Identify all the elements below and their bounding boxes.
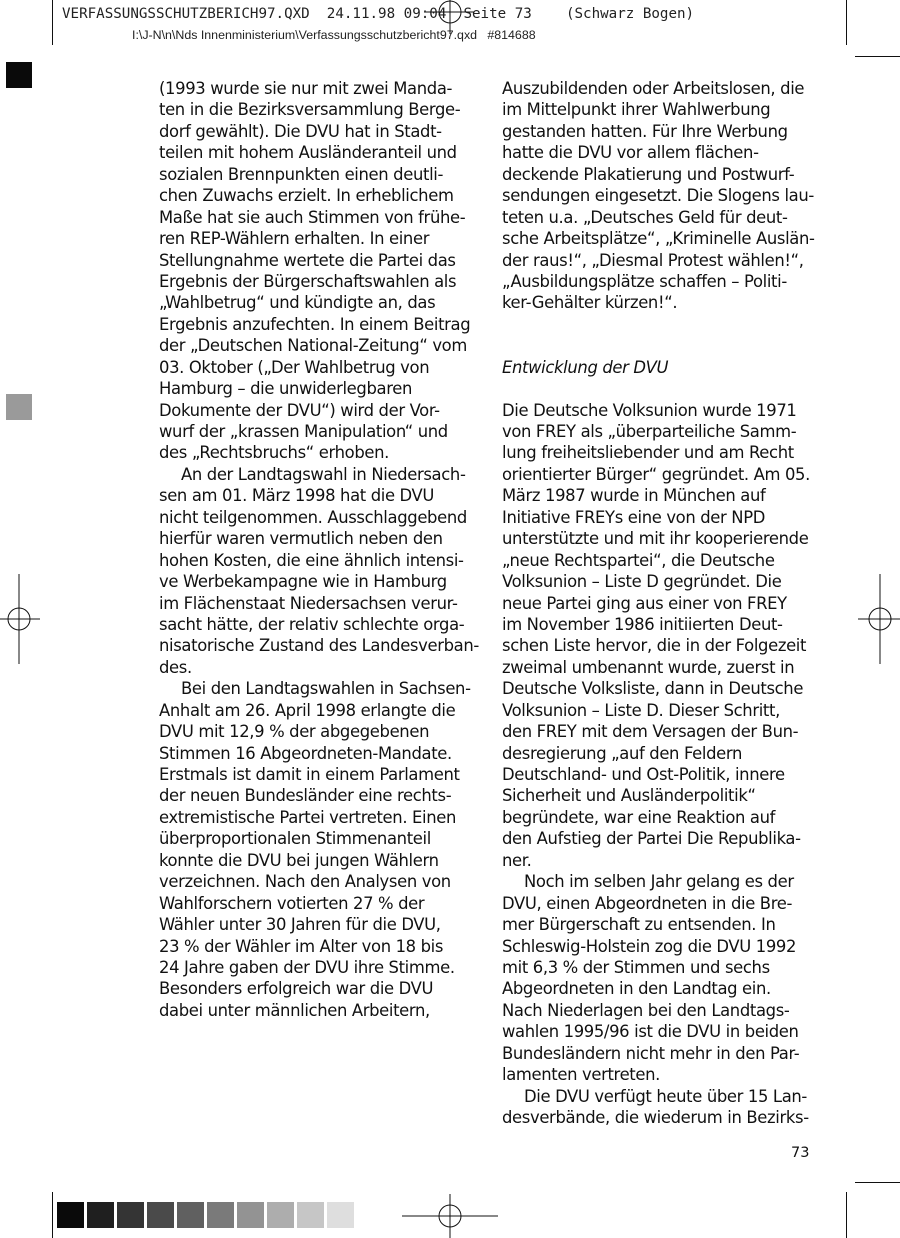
text-line: ker-Gehälter kürzen!“. — [502, 293, 678, 313]
color-bar-swatch — [87, 1202, 114, 1228]
text-line: Hamburg – die unwiderlegbaren — [159, 379, 413, 399]
page-number: 73 — [791, 1145, 810, 1161]
text-line: der neuen Bundesländer eine rechts- — [159, 786, 452, 806]
text-line: DVU mit 12,9 % der abgegebenen — [159, 722, 430, 742]
text-line: den FREY mit dem Versagen der Bun- — [502, 722, 799, 742]
text-line: dabei unter männlichen Arbeitern, — [159, 1000, 430, 1020]
text-line: Wähler unter 30 Jahren für die DVU, — [159, 915, 441, 935]
text-line: orientierter Bürger“ gegründet. Am 05. — [502, 464, 810, 484]
text-line: schen Liste hervor, die in der Folgezeit — [502, 636, 807, 656]
print-slug: VERFASSUNGSSCHUTZBERICH97.QXD 24.11.98 09:04 Seite 73 (Schwarz Bogen) — [62, 6, 695, 22]
color-bar-swatch — [327, 1202, 354, 1228]
registration-mark-right-icon — [858, 574, 900, 664]
text-line: Nach Niederlagen bei den Landtags- — [502, 1000, 790, 1020]
color-bar-swatch — [237, 1202, 264, 1228]
text-line: (1993 wurde sie nur mit zwei Manda- — [159, 79, 453, 98]
text-line: Erstmals ist damit in einem Parlament — [159, 765, 460, 784]
color-calibration-bar — [57, 1202, 357, 1228]
crop-mark-top-right-vertical — [846, 0, 847, 45]
text-line: Stellungnahme wertete die Partei das — [159, 250, 456, 270]
text-line: ren REP-Wählern erhalten. In einer — [159, 229, 430, 249]
crop-mark-bottom-right-vertical — [846, 1192, 847, 1238]
text-line: teten u.a. „Deutsches Geld für deut- — [502, 207, 788, 227]
color-bar-swatch — [57, 1202, 84, 1228]
text-line: ten in die Bezirksversammlung Berge- — [159, 100, 461, 120]
text-line: lung freiheitsliebender und am Recht — [502, 443, 794, 463]
text-line: mer Bürgerschaft zu entsenden. In — [502, 915, 776, 935]
text-line: gestanden hatten. Für Ihre Werbung — [502, 121, 788, 141]
text-line: verzeichnen. Nach den Analysen von — [159, 872, 451, 892]
text-line: Ergebnis anzufechten. In einem Beitrag — [159, 314, 471, 334]
text-line: Noch im selben Jahr gelang es der — [524, 872, 794, 892]
registration-mark-left-icon — [0, 574, 40, 664]
text-line: desverbände, die wiederum in Bezirks- — [502, 1108, 809, 1127]
text-line: desregierung „auf den Feldern — [502, 743, 742, 763]
text-line: Bundesländern nicht mehr in den Par- — [502, 1043, 800, 1063]
text-line: sche Arbeitsplätze“, „Kriminelle Auslän- — [502, 229, 815, 249]
text-line: wurf der „krassen Manipulation“ und — [159, 422, 448, 441]
blank-line — [502, 335, 820, 356]
text-line: lamenten vertreten. — [502, 1065, 661, 1085]
text-line: „Ausbildungsplätze schaffen – Politi- — [502, 271, 787, 291]
registration-mark-bottom-icon — [402, 1194, 498, 1238]
text-line: Auszubildenden oder Arbeitslosen, die — [502, 79, 805, 98]
text-line: ve Werbekampagne wie in Hamburg — [159, 572, 447, 592]
text-line: Volksunion – Liste D. Dieser Schritt, — [502, 700, 780, 720]
file-path: I:\J-N\n\Nds Innenministerium\Verfassungsschutzbericht97.qxd #814688 — [132, 28, 536, 42]
text-line: Die Deutsche Volksunion wurde 1971 — [502, 400, 797, 420]
text-line: Dokumente der DVU“) wird der Vor- — [159, 400, 440, 420]
text-line: neue Partei ging aus einer von FREY — [502, 593, 787, 613]
text-line: teilen mit hohem Ausländeranteil und — [159, 143, 457, 163]
text-line: im Mittelpunkt ihrer Wahlwerbung — [502, 100, 771, 120]
text-line: Abgeordneten in den Landtag ein. — [502, 979, 771, 999]
text-line: chen Zuwachs erzielt. In erheblichem — [159, 186, 454, 206]
section-heading: Entwicklung der DVU — [502, 357, 669, 377]
text-line: 24 Jahre gaben der DVU ihre Stimme. — [159, 957, 455, 977]
text-line: von FREY als „überparteiliche Samm- — [502, 422, 797, 441]
left-text-column — [159, 78, 477, 1021]
text-line: zweimal umbenannt wurde, zuerst in — [502, 657, 795, 677]
text-line: sozialen Brennpunkten einen deutli- — [159, 164, 444, 184]
text-line: hierfür waren vermutlich neben den — [159, 529, 443, 549]
text-line: sacht hätte, der relativ schlechte orga- — [159, 614, 465, 634]
text-line: wahlen 1995/96 ist die DVU in beiden — [502, 1022, 799, 1042]
blank-line — [502, 378, 820, 399]
text-line: des. — [159, 657, 192, 677]
text-line: An der Landtagswahl in Niedersach- — [181, 464, 466, 484]
text-line: Deutschland- und Ost-Politik, innere — [502, 765, 785, 784]
text-line: nicht teilgenommen. Ausschlaggebend — [159, 507, 467, 527]
text-line: im November 1986 initiierten Deut- — [502, 614, 783, 634]
text-line: Anhalt am 26. April 1998 erlangte die — [159, 700, 456, 720]
text-line: Wahlforschern votierten 27 % der — [159, 893, 425, 913]
text-line: deckende Plakatierung und Postwurf- — [502, 164, 795, 184]
text-line: sendungen eingesetzt. Die Slogens lau- — [502, 186, 814, 206]
text-line: 23 % der Wähler im Alter von 18 bis — [159, 936, 444, 956]
gray-square-marker — [6, 394, 32, 420]
text-line: unterstützte und mit ihr kooperierende — [502, 529, 809, 549]
text-line: konnte die DVU bei jungen Wählern — [159, 850, 439, 870]
text-line: DVU, einen Abgeordneten in die Bre- — [502, 893, 793, 913]
color-bar-swatch — [207, 1202, 234, 1228]
color-bar-swatch — [267, 1202, 294, 1228]
text-line: 03. Oktober („Der Wahlbetrug von — [159, 357, 430, 377]
crop-mark-top-right-horizontal — [855, 56, 900, 57]
text-line: hohen Kosten, die eine ähnlich intensi- — [159, 550, 464, 570]
text-line: begründete, war eine Reaktion auf — [502, 807, 776, 827]
text-line: hatte die DVU vor allem flächen- — [502, 143, 759, 163]
right-text-column — [502, 78, 820, 1128]
text-line: März 1987 wurde in München auf — [502, 486, 766, 506]
text-line: Deutsche Volksliste, dann in Deutsche — [502, 679, 804, 699]
text-line: Ergebnis der Bürgerschaftswahlen als — [159, 271, 457, 291]
text-line: Sicherheit und Ausländerpolitik“ — [502, 786, 756, 806]
blank-line — [502, 314, 820, 335]
text-line: „Wahlbetrug“ und kündigte an, das — [159, 293, 436, 313]
text-line: sen am 01. März 1998 hat die DVU — [159, 486, 435, 506]
crop-mark-top-left-vertical — [52, 0, 53, 45]
text-line: überproportionalen Stimmenanteil — [159, 829, 431, 849]
color-bar-swatch — [177, 1202, 204, 1228]
text-line: im Flächenstaat Niedersachsen verur- — [159, 593, 458, 613]
text-line: der raus!“, „Diesmal Protest wählen!“, — [502, 250, 804, 270]
text-line: dorf gewählt). Die DVU hat in Stadt- — [159, 121, 442, 141]
text-line: Volksunion – Liste D gegründet. Die — [502, 572, 782, 592]
color-bar-swatch — [297, 1202, 324, 1228]
text-line: „neue Rechtspartei“, die Deutsche — [502, 550, 775, 570]
text-line: Maße hat sie auch Stimmen von frühe- — [159, 207, 466, 227]
text-line: Stimmen 16 Abgeordneten-Mandate. — [159, 743, 452, 763]
crop-mark-bottom-left-vertical — [52, 1192, 53, 1238]
text-line: der „Deutschen National-Zeitung“ vom — [159, 336, 467, 356]
color-bar-swatch — [117, 1202, 144, 1228]
black-square-marker — [6, 62, 32, 88]
text-line: Die DVU verfügt heute über 15 Lan- — [524, 1086, 807, 1106]
registration-mark-top-icon — [426, 0, 474, 36]
text-line: Initiative FREYs eine von der NPD — [502, 507, 766, 527]
text-line: mit 6,3 % der Stimmen und sechs — [502, 957, 770, 977]
text-line: Besonders erfolgreich war die DVU — [159, 979, 434, 999]
text-line: nisatorische Zustand des Landesverban- — [159, 636, 479, 656]
text-line: des „Rechtsbruchs“ erhoben. — [159, 443, 390, 463]
text-line: den Aufstieg der Partei Die Republika- — [502, 829, 801, 849]
crop-mark-bottom-right-horizontal — [855, 1182, 900, 1183]
color-bar-swatch — [147, 1202, 174, 1228]
text-line: extremistische Partei vertreten. Einen — [159, 807, 457, 827]
text-line: Schleswig-Holstein zog die DVU 1992 — [502, 936, 797, 956]
text-line: Bei den Landtagswahlen in Sachsen- — [181, 679, 471, 699]
text-line: ner. — [502, 850, 532, 870]
